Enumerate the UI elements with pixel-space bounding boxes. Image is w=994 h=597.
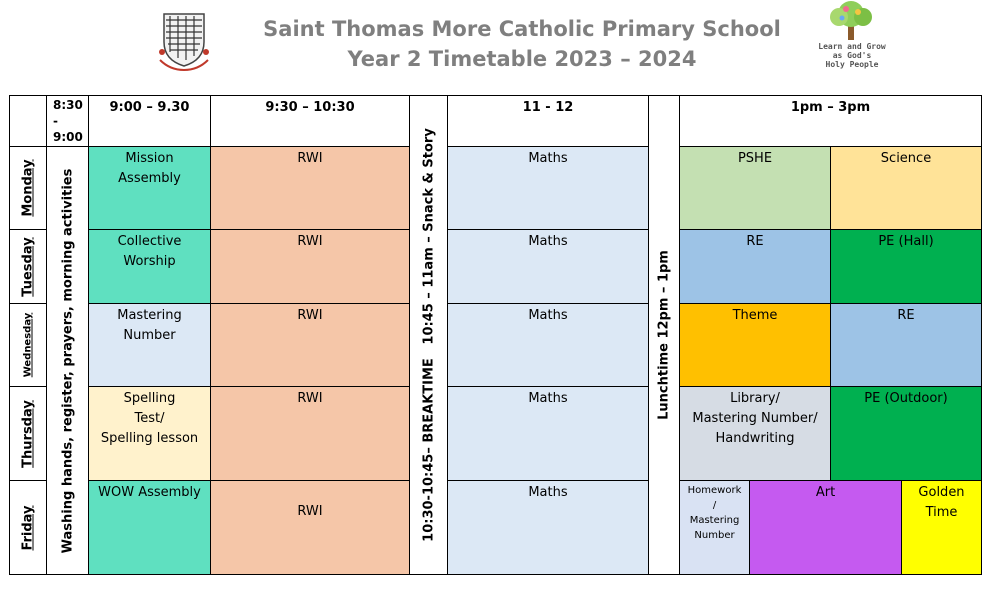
fri-golden-time: Golden Time <box>901 480 982 575</box>
wed-rwi: RWI <box>210 303 410 387</box>
mon-rwi: RWI <box>210 146 410 230</box>
thu-spelling: Spelling Test/ Spelling lesson <box>88 386 211 481</box>
column-header-afternoon: 1pm – 3pm <box>679 95 982 147</box>
morning-activities-label: Washing hands, register, prayers, morning activities <box>60 168 75 553</box>
thu-pe-outdoor: PE (Outdoor) <box>830 386 982 481</box>
column-header-0900: 9:00 – 9.30 <box>88 95 211 147</box>
breaktime-label: 10:30-10:45– BREAKTIME 10:45 – 11am – Snack & Story <box>421 128 436 542</box>
mon-pshe: PSHE <box>679 146 831 230</box>
early-time-header: 8:30 - 9:00 <box>46 95 89 147</box>
thu-rwi: RWI <box>210 386 410 481</box>
tue-pe-hall: PE (Hall) <box>830 229 982 304</box>
school-crest-logo <box>156 8 212 72</box>
tree-logo <box>806 0 898 72</box>
wed-maths: Maths <box>447 303 649 387</box>
fri-wow-assembly: WOW Assembly <box>88 480 211 575</box>
fri-art: Art <box>749 480 902 575</box>
motto-line: Holy People <box>825 60 879 69</box>
thu-maths: Maths <box>447 386 649 481</box>
morning-activities-bar <box>46 146 89 575</box>
column-header-1100: 11 - 12 <box>447 95 649 147</box>
breaktime-bar <box>409 95 448 575</box>
tue-maths: Maths <box>447 229 649 304</box>
mon-science: Science <box>830 146 982 230</box>
wed-theme: Theme <box>679 303 831 387</box>
day-tuesday: Tuesday <box>9 229 47 304</box>
fri-homework: Homework / Mastering Number <box>679 480 750 575</box>
motto-line: Learn and Grow <box>818 42 886 51</box>
fri-rwi: RWI <box>210 480 410 575</box>
tue-rwi: RWI <box>210 229 410 304</box>
lunchtime-bar <box>648 95 680 575</box>
school-title: Saint Thomas More Catholic Primary School <box>263 17 781 41</box>
column-header-0930: 9:30 – 10:30 <box>210 95 410 147</box>
wed-re: RE <box>830 303 982 387</box>
wed-mastering-number: Mastering Number <box>88 303 211 387</box>
timetable-subtitle: Year 2 Timetable 2023 – 2024 <box>347 47 697 71</box>
mon-maths: Maths <box>447 146 649 230</box>
day-thursday: Thursday <box>9 386 47 481</box>
corner-cell <box>9 95 47 147</box>
thu-library: Library/ Mastering Number/ Handwriting <box>679 386 831 481</box>
motto-line: as God's <box>832 51 872 60</box>
fri-maths: Maths <box>447 480 649 575</box>
lunchtime-label: Lunchtime 12pm – 1pm <box>656 250 672 420</box>
day-monday: Monday <box>9 146 47 230</box>
tue-re: RE <box>679 229 831 304</box>
tue-collective-worship: Collective Worship <box>88 229 211 304</box>
day-wednesday: Wednesday <box>9 303 47 387</box>
mon-mission-assembly: Mission Assembly <box>88 146 211 230</box>
day-friday: Friday <box>9 480 47 575</box>
